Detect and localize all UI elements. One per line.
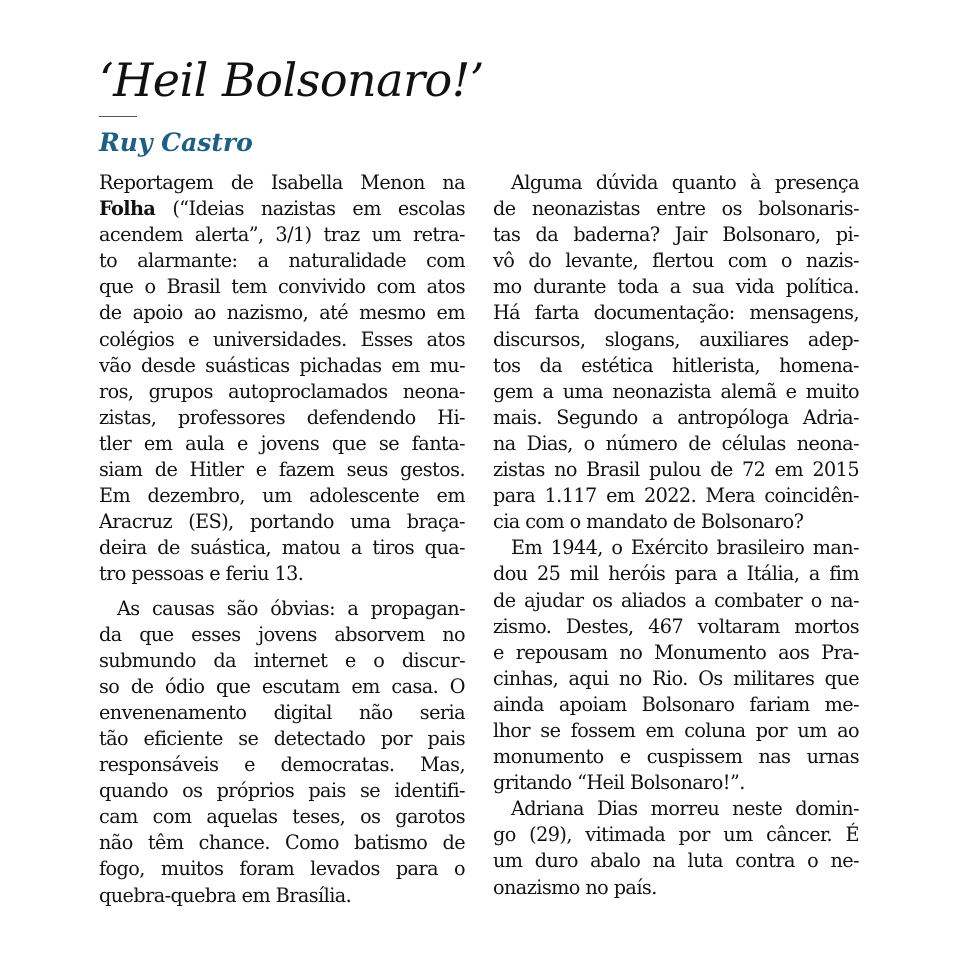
article-text-line: de ajudar os aliados a combater o na- xyxy=(493,588,859,612)
article-text-line: para 1.117 em 2022. Mera coincidên- xyxy=(493,484,859,508)
article-text-line: Aracruz (ES), portando uma braça- xyxy=(99,510,465,534)
article-text-line: go (29), vitimada por um câncer. É xyxy=(493,823,859,847)
article-text-line: envenenamento digital não seria xyxy=(99,700,465,724)
article-text-line: to alarmante: a naturalidade com xyxy=(99,249,465,273)
newspaper-name: Folha xyxy=(99,197,156,221)
article-text-line: que o Brasil tem convivido com atos xyxy=(99,275,465,299)
article-text-line: de neonazistas entre os bolsonaris- xyxy=(493,197,859,221)
article-text-line: zistas, professores defendendo Hi- xyxy=(99,405,465,429)
article-text-line: tas da baderna? Jair Bolsonaro, pi- xyxy=(493,223,859,247)
article-text-line: vão desde suásticas pichadas em mu- xyxy=(99,353,465,377)
article-text-line: zismo. Destes, 467 voltaram mortos xyxy=(493,614,859,638)
article-text-line: fogo, muitos foram levados para o xyxy=(99,857,465,881)
article-text-line: quebra-quebra em Brasília. xyxy=(99,883,352,907)
article-text-line: Reportagem de Isabella Menon na xyxy=(99,171,465,194)
article-text-line: colégios e universidades. Esses atos xyxy=(99,327,465,351)
article-text-line: responsáveis e democratas. Mas, xyxy=(99,753,465,777)
article-text-line: da que esses jovens absorvem no xyxy=(99,622,465,646)
article-text-line: gem a uma neonazista alemã e muito xyxy=(493,379,859,403)
author-byline: Ruy Castro xyxy=(99,128,253,157)
article-text-line: Em dezembro, um adolescente em xyxy=(99,484,465,508)
article-text-line: so de ódio que escutam em casa. O xyxy=(99,674,465,698)
article-text-line: não têm chance. Como batismo de xyxy=(99,831,465,855)
article-text-line: tão eficiente se detectado por pais xyxy=(99,726,465,750)
article-text-line: mais. Segundo a antropóloga Adria- xyxy=(493,405,859,429)
article-headline: ‘Heil Bolsonaro!’ xyxy=(99,53,484,107)
article-text-line: deira de suástica, matou a tiros qua- xyxy=(99,536,465,560)
article-text-line: um duro abalo na luta contra o ne- xyxy=(493,849,859,873)
article-text-line: tos da estética hitlerista, homena- xyxy=(493,353,859,377)
article-column-left xyxy=(99,170,465,909)
article-text-line: cinhas, aqui no Rio. Os militares que xyxy=(493,666,859,690)
article-text-line: ros, grupos autoproclamados neona- xyxy=(99,379,465,403)
article-text-line xyxy=(99,196,465,222)
article-text-line: zistas no Brasil pulou de 72 em 2015 xyxy=(493,458,859,482)
article-text-line: gritando “Heil Bolsonaro!”. xyxy=(493,771,745,795)
article-text-line: vô do levante, flertou com o nazis- xyxy=(493,249,859,273)
article-text-line: mo durante toda a sua vida política. xyxy=(493,275,859,299)
article-text-line: ainda apoiam Bolsonaro fariam me- xyxy=(493,692,859,716)
article-text-line: siam de Hitler e fazem seus gestos. xyxy=(99,458,465,482)
article-text-line: onazismo no país. xyxy=(493,875,657,899)
article-text-line: Em 1944, o Exército brasileiro man- xyxy=(511,536,859,560)
article-text-line: tro pessoas e feriu 13. xyxy=(99,562,304,586)
article-text-line: tler em aula e jovens que se fanta- xyxy=(99,431,465,455)
article-text-line: de apoio ao nazismo, até mesmo em xyxy=(99,301,465,325)
article-text-line: discursos, slogans, auxiliares adep- xyxy=(493,327,859,351)
article-text-line: acendem alerta”, 3/1) traz um retra- xyxy=(99,223,465,247)
article-text-line: cia com o mandato de Bolsonaro? xyxy=(493,510,804,534)
article-text-line: As causas são óbvias: a propagan- xyxy=(117,596,465,620)
article-text-line: submundo da internet e o discur- xyxy=(99,648,465,672)
article-text-line: Adriana Dias morreu neste domin- xyxy=(511,797,859,821)
article-text-line: na Dias, o número de células neona- xyxy=(493,431,859,455)
article-text-line: Há farta documentação: mensagens, xyxy=(493,301,859,325)
article-text-line: monumento e cuspissem nas urnas xyxy=(493,745,859,769)
article-text-line: dou 25 mil heróis para a Itália, a fim xyxy=(493,562,859,586)
article-text-line: cam com aquelas teses, os garotos xyxy=(99,805,465,829)
article-text-line: lhor se fossem em coluna por um ao xyxy=(493,718,859,742)
article-text-line: e repousam no Monumento aos Pra- xyxy=(493,640,859,664)
article-text-fragment: (“Ideias nazistas em escolas xyxy=(155,197,465,221)
article-text-line: quando os próprios pais se identifi- xyxy=(99,779,465,803)
headline-divider xyxy=(99,116,137,117)
article-column-right xyxy=(493,170,859,901)
article-text-line: Alguma dúvida quanto à presença xyxy=(511,171,859,194)
